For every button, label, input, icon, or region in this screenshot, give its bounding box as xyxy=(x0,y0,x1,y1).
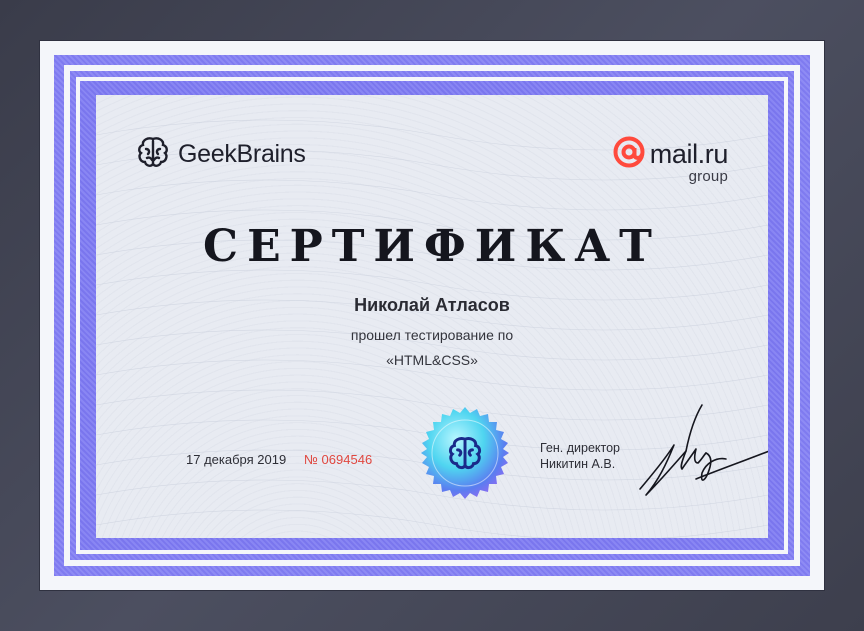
mailru-group-logo xyxy=(612,135,728,185)
signer-block xyxy=(540,440,620,472)
statement-text: прошел тестирование по xyxy=(350,327,514,343)
mailru-wordmark: mail.ru xyxy=(649,139,728,169)
mailru-group-label: group xyxy=(688,168,728,185)
brain-seal-icon xyxy=(419,407,511,499)
issue-date: 17 декабря 2019 xyxy=(186,452,287,467)
geekbrains-logo xyxy=(136,137,306,171)
geekbrains-wordmark: GeekBrains xyxy=(178,139,306,168)
certificate-number: № 0694546 xyxy=(304,452,373,467)
certificate-body xyxy=(96,95,768,538)
signer-name: Никитин А.В. xyxy=(540,457,616,471)
signer-role: Ген. директор xyxy=(540,441,621,455)
at-sign-icon xyxy=(612,135,646,174)
certificate xyxy=(40,41,824,590)
certificate-title: СЕРТИФИКАТ xyxy=(203,221,661,272)
recipient-name: Николай Атласов xyxy=(354,295,510,315)
handwritten-signature xyxy=(636,401,768,505)
brain-icon xyxy=(136,135,170,174)
course-name: «HTML&CSS» xyxy=(386,352,478,368)
